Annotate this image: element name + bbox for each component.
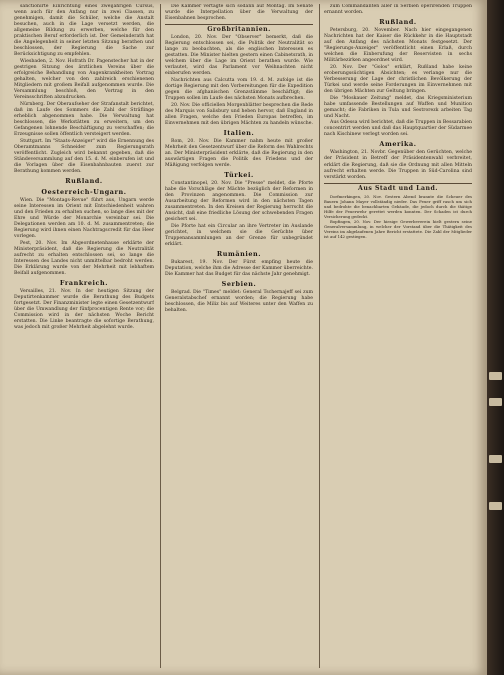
article-paragraph: Stuttgart. Im "Staats-Anzeiger" wird die Ernennung des Oberamtmanns Schneider zum Regierungsrath veröffentlicht. Zugleich wird bekannt gegeben, daß die Ständeversammlung auf den 15. d. M. einberufen ist und die Vorlagen über die Eisenbahnbauten zuerst zur Berathung kommen werden. bbox=[14, 138, 154, 174]
article-paragraph: Die Pforte hat ein Circular an ihre Vertreter im Auslande gerichtet, in welchem sie die Gerüchte über Truppenansammlungen an der Grenze für unbegründet erklärt. bbox=[165, 223, 313, 248]
article-paragraph: Nürnberg. Der Oberaufseher der Strafanstalt berichtet, daß im Laufe des Sommers die Zahl der Sträflinge erheblich abgenommen habe. Die Verwaltung hat beschlossen, die Werkstätten zu erweitern, um den Gefangenen lohnende Beschäftigung zu verschaffen; die Erzeugnisse sollen öffentlich versteigert werden. bbox=[14, 101, 154, 137]
section-heading: Türkei. bbox=[224, 171, 254, 180]
article-paragraph: Aus Odessa wird berichtet, daß die Truppen in Bessarabien concentrirt werden und daß das Hauptquartier der Südarmee nach Kischinew verlegt worden sei. bbox=[324, 120, 472, 138]
article-paragraph: Nachrichten aus Calcutta vom 19. d. M. zufolge ist die dortige Regierung mit den Vorbereitungen für die Expedition gegen die afghanischen Grenzstämme beschäftigt; die Truppen sollen im Laufe des nächsten Monats aufbrechen. bbox=[165, 77, 313, 102]
page-edge-tab bbox=[489, 502, 502, 510]
column-1 bbox=[14, 4, 154, 670]
section-heading: Rußland. bbox=[65, 176, 103, 185]
binding-edge bbox=[487, 0, 504, 675]
column-2 bbox=[165, 4, 313, 670]
article-paragraph: Bukarest, 19. Nov. Der Fürst empfing heute die Deputation, welche ihm die Adresse der Kammer überreichte. Die Kammer hat das Budget für das nächste Jahr genehmigt. bbox=[165, 260, 313, 278]
page-edge-tab bbox=[489, 398, 502, 406]
section-heading: Aus Stadt und Land. bbox=[324, 183, 472, 193]
page-edge-tab bbox=[489, 372, 502, 380]
section-heading: Oesterreich-Ungarn. bbox=[41, 187, 127, 196]
article-paragraph: Bopfingen, 20. Nov. Der hiesige Gewerbeverein hielt gestern seine Generalversammlung, in welcher der Vorstand über die Thätigkeit des Vereins im abgelaufenen Jahre Bericht erstattete. Die Zahl der Mitglieder ist auf 142 gestiegen. bbox=[324, 219, 472, 240]
section-heading: Serbien. bbox=[221, 280, 257, 289]
page-edge-tab bbox=[489, 455, 502, 463]
column-rule bbox=[319, 4, 320, 668]
column-3 bbox=[324, 4, 472, 670]
article-paragraph: Dorfmerkingen, 20. Nov. Gestern Abend brannte die Scheuer des Bauern Johann Mayer vollständig nieder. Das Feuer griff rasch um sich und bedrohte die benachbarten Gebäude, die jedoch durch die thätige Hilfe der Feuerwehr gerettet werden konnten. Der Schaden ist durch Versicherung gedeckt. bbox=[324, 193, 472, 219]
article-paragraph: Petersburg, 20. November. Nach hier eingegangenen Nachrichten hat der Kaiser die Rückkehr in die Hauptstadt auf den Anfang des nächsten Monats festgesetzt. Der "Regierungs-Anzeiger" veröffentlicht einen Erlaß, durch welchen die Einberufung der Reservisten in sechs Militärbezirken angeordnet wird. bbox=[324, 28, 472, 64]
article-paragraph: Belgrad. Die "Times" meldet: General Tschernajeff sei zum Generalstabschef ernannt worden; die Regierung habe beschlossen, die Miliz bis auf Weiteres unter den Waffen zu behalten. bbox=[165, 290, 313, 314]
article-paragraph: 20. Nov. Der "Golos" erklärt, Rußland habe keine eroberungssüchtigen Absichten; es verlange nur die Verbesserung der Lage der christlichen Bevölkerung der Türkei und werde seine Forderungen im Einvernehmen mit den übrigen Mächten zur Geltung bringen. bbox=[324, 64, 472, 95]
article-paragraph: Wiesbaden, 2. Nov. Hofrath Dr. Pagenstecher hat in der gestrigen Sitzung des ärztlichen Vereins über die erfolgreiche Behandlung von Augenkrankheiten Vortrag gehalten, welcher von den zahlreich erschienenen Mitgliedern mit großem Beifall aufgenommen wurde. Die Versammlung beschloß, den Vortrag in den Vereinsschriften abzudrucken. bbox=[14, 58, 154, 101]
section-heading: Rußland. bbox=[379, 18, 417, 27]
section-heading: Großbritannien. bbox=[165, 24, 313, 34]
article-paragraph: Die "Moskauer Zeitung" meldet, das Kriegsministerium habe umfassende Bestellungen auf Waffen und Munition gemacht; die Fabriken in Tula und Sestrorezk arbeiten Tag und Nacht. bbox=[324, 95, 472, 119]
article-paragraph: 20. Nov. Die officiellen Morgenblätter besprechen die Rede des Marquis von Salisbury und heben hervor, daß England in allen Fragen, welche den Frieden Europas betreffen, im Einvernehmen mit den übrigen Mächten zu handeln wünsche. bbox=[165, 102, 313, 126]
article-paragraph: Pest, 20. Nov. Im Abgeordnetenhause erklärte der Ministerpräsident, daß die Regierung die Neutralität aufrecht zu erhalten entschlossen sei, so lange die Interessen des Landes nicht unmittelbar bedroht werden. Die Erklärung wurde von der Mehrheit mit lebhaftem Beifall aufgenommen. bbox=[14, 240, 154, 276]
article-paragraph: sanctionirte Einrichtung eines zweijährigen Cursus, wenn auch für den Anfang nur in zwei Classen, zu genehmigen, damit die Schüler, welche die Anstalt besuchen, auch in die Lage versetzt werden, die allgemeine Bildung zu erwerben, welche für den praktischen Beruf erforderlich ist. Der Gemeinderath hat die Angelegenheit in seiner letzten Sitzung berathen und beschlossen, der Regierung die Sache zur Berücksichtigung zu empfehlen. bbox=[14, 4, 154, 58]
section-heading: Frankreich. bbox=[59, 278, 109, 287]
article-paragraph: Rom, 20. Nov. Die Kammer nahm heute mit großer Mehrheit den Gesetzentwurf über die Reform des Wahlrechts an. Der Ministerpräsident erklärte, daß die Regierung in den auswärtigen Fragen die Politik des Friedens und der Mäßigung verfolgen werde. bbox=[165, 138, 313, 169]
section-heading: Amerika. bbox=[379, 140, 417, 149]
article-paragraph: Constantinopel, 20. Nov. Die "Presse" meldet, die Pforte habe die Vorschläge der Mächte bezüglich der Reformen in den Provinzen angenommen. Die Commission zur Ausarbeitung der Reformen wird in den nächsten Tagen zusammentreten. In den Kreisen der Regierung herrscht die Ansicht, daß eine friedliche Lösung der schwebenden Fragen gesichert sei. bbox=[165, 181, 313, 223]
section-heading: Rumänien. bbox=[216, 250, 262, 259]
column-rule bbox=[160, 4, 161, 668]
article-paragraph: London, 20. Nov. Der "Observer" bemerkt, daß die Regierung entschlossen sei, die Politik der Neutralität so lange zu beobachten, als die englischen Interessen es gestatten. Die Minister hielten gestern einen Cabinetsrath, in welchem über die Lage im Orient berathen wurde. Wie verlautet, wird das Parlament vor Weihnachten nicht einberufen werden. bbox=[165, 35, 313, 77]
article-paragraph: zum Commandanten aller in Serbien operirenden Truppen ernannt worden. bbox=[324, 4, 472, 16]
section-heading: Italien. bbox=[223, 128, 255, 137]
article-paragraph: Die Kammer vertagte sich sodann auf Montag. Im Senate wurde die Interpellation über die Verwaltung der Eisenbahnen besprochen. bbox=[165, 4, 313, 22]
article-paragraph: Washington, 21. Novbr. Gegenüber den Gerüchten, welche der Präsident in Betreff der Präsidentenwahl verbreitet, erklärt die Regierung, daß sie die Ordnung mit allen Mitteln aufrecht erhalten werde. Die Truppen in Süd-Carolina sind verstärkt worden. bbox=[324, 150, 472, 180]
article-paragraph: Versailles, 21. Nov. In der heutigen Sitzung der Deputirtenkammer wurde die Berathung des Budgets fortgesetzt. Der Finanzminister legte einen Gesetzentwurf über die Umwandlung der fünfprocentigen Rente vor; die Commission wird in der nächsten Woche Bericht erstatten. Die Linke beantragte die sofortige Berathung, was jedoch mit großer Mehrheit abgelehnt wurde. bbox=[14, 288, 154, 331]
article-paragraph: Wien. Die "Montags-Revue" führt aus, Ungarn werde seine Interessen im Orient mit Entschiedenheit wahren und den Frieden zu erhalten suchen, so lange dies mit der Ehre und Würde der Monarchie vereinbar sei. Die Delegationen werden am 10. d. M. zusammentreten; die Regierung wird ihnen einen Nachtragscredit für das Heer vorlegen. bbox=[14, 197, 154, 240]
